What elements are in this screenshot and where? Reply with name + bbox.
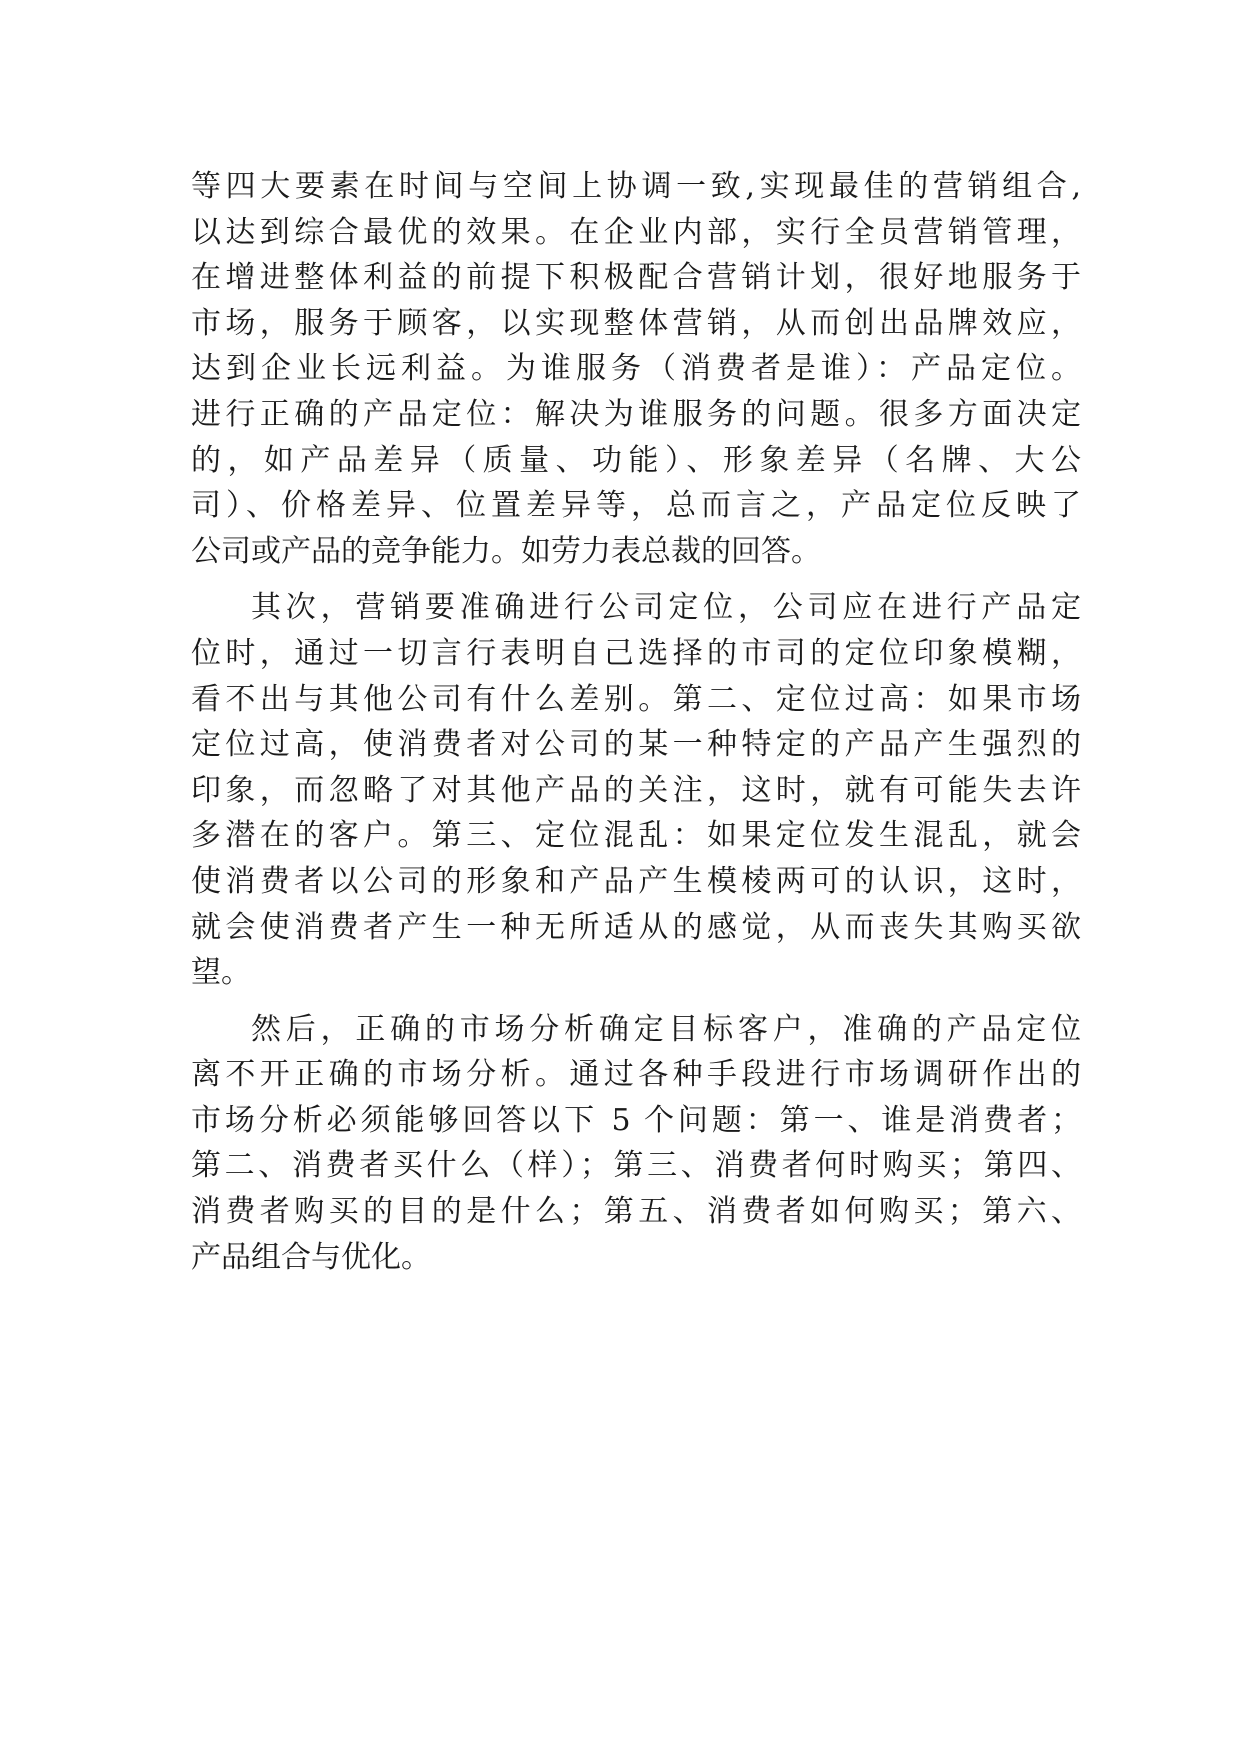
paragraph-2 [191,585,1081,995]
text-line: 位时，通过一切言行表明自己选择的市司的定位印象模糊， [191,635,1081,671]
text-line: 在增进整体利益的前提下积极配合营销计划，很好地服务于 [191,260,1081,296]
text-line: 市场，服务于顾客，以实现整体营销，从而创出品牌效应， [191,305,1081,341]
text-line: 定位过高，使消费者对公司的某一种特定的产品产生强烈的 [191,727,1081,763]
text-line: 司）、价格差异、位置差异等，总而言之，产品定位反映了 [191,488,1081,524]
text-line: 使消费者以公司的形象和产品产生模棱两可的认识，这时， [191,863,1081,899]
text-line: 多潜在的客户。第三、定位混乱：如果定位发生混乱，就会 [191,818,1081,854]
text-line: 的，如产品差异（质量、功能）、形象差异（名牌、大公 [191,442,1081,478]
text-line: 离不开正确的市场分析。通过各种手段进行市场调研作出的 [191,1057,1081,1093]
text-line: 然后，正确的市场分析确定目标客户，准确的产品定位 [251,1011,1081,1047]
text-line: 第二、消费者买什么（样）；第三、消费者何时购买；第四、 [191,1148,1081,1184]
paragraph-1 [191,164,1081,574]
text-line: 看不出与其他公司有什么差别。第二、定位过高：如果市场 [191,681,1081,717]
text-line: 以达到综合最优的效果。在企业内部，实行全员营销管理， [191,214,1081,250]
text-line: 公司或产品的竞争能力。如劳力表总裁的回答。 [191,533,821,569]
paragraph-3 [191,1007,1081,1281]
document-body [191,164,1081,1280]
text-line: 市场分析必须能够回答以下 5 个问题：第一、谁是消费者； [191,1102,1081,1138]
text-line: 等四大要素在时间与空间上协调一致,实现最佳的营销组合, [191,169,1081,204]
text-line: 达到企业长远利益。为谁服务（消费者是谁）：产品定位。 [191,351,1081,387]
text-line: 进行正确的产品定位：解决为谁服务的问题。很多方面决定 [191,396,1081,432]
text-line: 就会使消费者产生一种无所适从的感觉，从而丧失其购买欲 [191,909,1081,945]
text-line: 消费者购买的目的是什么；第五、消费者如何购买；第六、 [191,1194,1081,1230]
text-line: 产品组合与优化。 [191,1239,431,1275]
text-line: 其次，营销要准确进行公司定位，公司应在进行产品定 [251,590,1081,626]
text-line: 望。 [191,955,251,991]
text-line: 印象，而忽略了对其他产品的关注，这时，就有可能失去许 [191,772,1081,808]
